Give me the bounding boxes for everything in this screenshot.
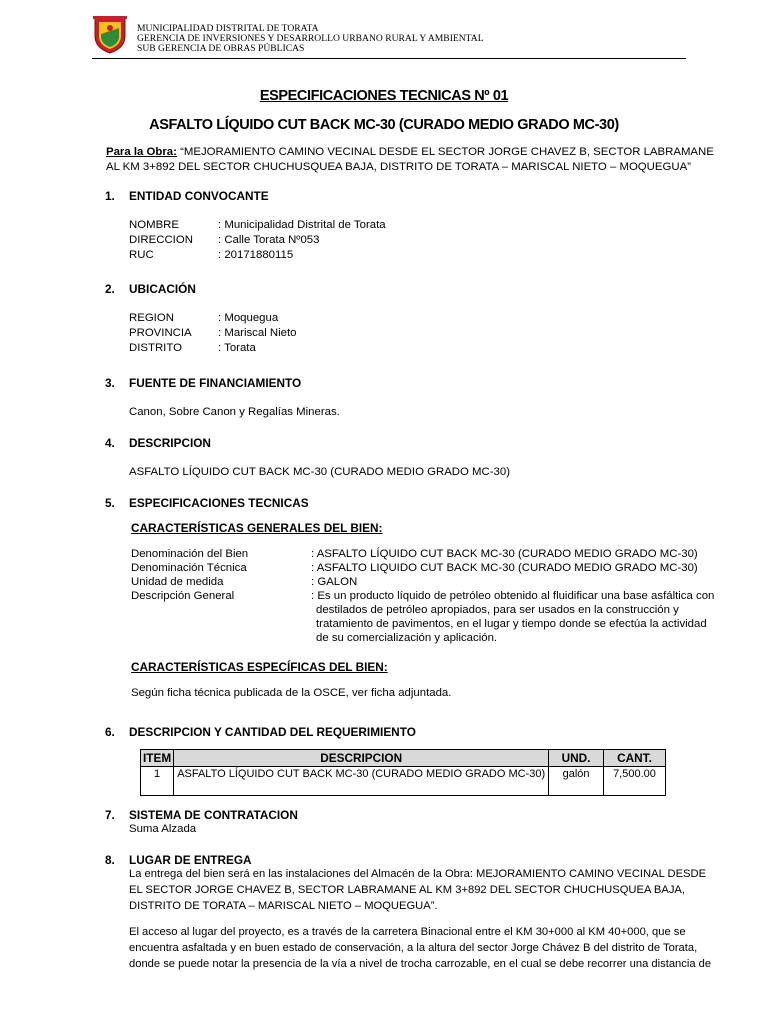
section-6-number: 6. bbox=[105, 725, 115, 739]
paragraph-line: El acceso al lugar del proyecto, es a través de la carretera Binacional entre el KM 30+000 al KM 40+000, que se bbox=[129, 926, 686, 938]
entidad-value-direccion: : Calle Torata Nº053 bbox=[218, 234, 320, 246]
paragraph-line: donde se puede notar la presencia de la vía a nivel de trocha carrozable, en el cual se debe recorrer una distancia de bbox=[129, 958, 712, 970]
table-header-und: UND. bbox=[549, 750, 604, 767]
table-row bbox=[141, 767, 666, 796]
ubicacion-key-distrito: DISTRITO bbox=[129, 342, 182, 354]
entidad-value-ruc: : 20171880115 bbox=[218, 249, 294, 261]
municipal-shield-logo-icon bbox=[92, 14, 128, 54]
section-5-number: 5. bbox=[105, 496, 115, 510]
obra-label: Para la Obra: bbox=[106, 146, 177, 158]
spec-key-denominacion-tecnica: Denominación Técnica bbox=[131, 562, 247, 574]
header-line-2: GERENCIA DE INVERSIONES Y DESARROLLO URBANO RURAL Y AMBIENTAL bbox=[137, 33, 484, 44]
entidad-value-nombre: : Municipalidad Distrital de Torata bbox=[218, 219, 386, 231]
section-4-number: 4. bbox=[105, 436, 115, 450]
spec-value-denominacion-bien: : ASFALTO LÍQUIDO CUT BACK MC-30 (CURADO MEDIO GRADO MC-30) bbox=[311, 548, 698, 560]
financiamiento-text: Canon, Sobre Canon y Regalías Mineras. bbox=[129, 406, 340, 418]
ubicacion-value-provincia: : Mariscal Nieto bbox=[218, 327, 297, 339]
spec-key-descripcion-general: Descripción General bbox=[131, 590, 235, 602]
table-cell-descripcion: ASFALTO LÍQUIDO CUT BACK MC-30 (CURADO MEDIO GRADO MC-30) bbox=[174, 767, 549, 796]
header-line-3: SUB GERENCIA DE OBRAS PÚBLICAS bbox=[137, 43, 305, 54]
section-2-number: 2. bbox=[105, 282, 115, 296]
section-5-title: ESPECIFICACIONES TECNICAS bbox=[129, 496, 309, 510]
caracteristicas-especificas-text: Según ficha técnica publicada de la OSCE, ver ficha adjuntada. bbox=[131, 687, 452, 699]
section-6-title: DESCRIPCION Y CANTIDAD DEL REQUERIMIENTO bbox=[129, 725, 416, 739]
section-7-title: SISTEMA DE CONTRATACION bbox=[129, 808, 298, 822]
paragraph-line: encuentra asfaltada y en buen estado de conservación, a la altura del sector Jorge Chávez B del distrito de Torata, bbox=[129, 942, 698, 954]
section-1-number: 1. bbox=[105, 189, 115, 203]
ubicacion-value-distrito: : Torata bbox=[218, 342, 256, 354]
section-8-title: LUGAR DE ENTREGA bbox=[129, 853, 252, 867]
ubicacion-key-provincia: PROVINCIA bbox=[129, 327, 192, 339]
requerimiento-table bbox=[140, 749, 666, 796]
obra-line-2: AL KM 3+892 DEL SECTOR CHUCHUSQUEA BAJA, DISTRITO DE TORATA – MARISCAL NIETO – MOQUEGUA” bbox=[106, 161, 691, 173]
spec-key-denominacion-bien: Denominación del Bien bbox=[131, 548, 249, 560]
sistema-contratacion-text: Suma Alzada bbox=[129, 823, 197, 835]
table-header-item: ITEM bbox=[141, 750, 174, 767]
ubicacion-key-region: REGION bbox=[129, 312, 174, 324]
table-cell-und: galón bbox=[549, 767, 604, 796]
spec-key-unidad: Unidad de medida bbox=[131, 576, 224, 588]
header-divider bbox=[92, 58, 686, 59]
section-7-number: 7. bbox=[105, 808, 115, 822]
table-header-cant: CANT. bbox=[603, 750, 665, 767]
section-4-title: DESCRIPCION bbox=[129, 436, 211, 450]
descripcion-text: ASFALTO LÍQUIDO CUT BACK MC-30 (CURADO MEDIO GRADO MC-30) bbox=[129, 466, 511, 478]
spec-value-descripcion-general: : Es un producto líquido de petróleo obtenido al fluidificar una base asfáltica con bbox=[311, 590, 715, 602]
spec-value-denominacion-tecnica: : ASFALTO LIQUIDO CUT BACK MC-30 (CURADO MEDIO GRADO MC-30) bbox=[311, 562, 698, 574]
ubicacion-value-region: : Moquegua bbox=[218, 312, 279, 324]
obra-line-1 bbox=[106, 146, 714, 158]
document-title: ESPECIFICACIONES TECNICAS Nº 01 bbox=[259, 88, 509, 104]
section-1-title: ENTIDAD CONVOCANTE bbox=[129, 189, 269, 203]
entidad-key-direccion: DIRECCION bbox=[129, 234, 193, 246]
document-subtitle: ASFALTO LÍQUIDO CUT BACK MC-30 (CURADO MEDIO GRADO MC-30) bbox=[149, 117, 619, 133]
entidad-key-nombre: NOMBRE bbox=[129, 219, 179, 231]
paragraph-line: La entrega del bien será en las instalaciones del Almacén de la Obra: MEJORAMIENTO CAMINO VECINAL DESDE bbox=[129, 868, 707, 880]
table-cell-item: 1 bbox=[141, 767, 174, 796]
spec-descripcion-cont-2: tratamiento de pavimentos, en el lugar y tiempo donde se efectúa la actividad bbox=[316, 618, 707, 630]
table-header-row bbox=[141, 750, 666, 767]
spec-value-unidad: : GALON bbox=[311, 576, 358, 588]
obra-text-1: “MEJORAMIENTO CAMINO VECINAL DESDE EL SECTOR JORGE CHAVEZ B, SECTOR LABRAMANE bbox=[176, 146, 714, 158]
table-header-descripcion: DESCRIPCION bbox=[174, 750, 549, 767]
caracteristicas-generales-title: CARACTERÍSTICAS GENERALES DEL BIEN: bbox=[131, 521, 383, 535]
section-3-title: FUENTE DE FINANCIAMIENTO bbox=[129, 376, 302, 390]
paragraph-line: DISTRITO DE TORATA – MARISCAL NIETO – MOQUEGUA”. bbox=[129, 900, 438, 912]
caracteristicas-especificas-title: CARACTERÍSTICAS ESPECÍFICAS DEL BIEN: bbox=[131, 660, 388, 674]
section-8-number: 8. bbox=[105, 853, 115, 867]
header-line-1: MUNICIPALIDAD DISTRITAL DE TORATA bbox=[137, 23, 319, 34]
lugar-entrega-paragraph-2 bbox=[129, 924, 712, 972]
entidad-key-ruc: RUC bbox=[129, 249, 154, 261]
spec-descripcion-cont-3: de su comercialización y aplicación. bbox=[316, 632, 498, 644]
section-2-title: UBICACIÓN bbox=[129, 282, 196, 296]
section-3-number: 3. bbox=[105, 376, 115, 390]
paragraph-line: EL SECTOR JORGE CHAVEZ B, SECTOR LABRAMANE AL KM 3+892 DEL SECTOR CHUCHUSQUEA BAJA, bbox=[129, 884, 685, 896]
table-cell-cant: 7,500.00 bbox=[603, 767, 665, 796]
lugar-entrega-paragraph-1 bbox=[129, 866, 707, 914]
spec-descripcion-cont-1: destilados de petróleo apropiados, para ser usados en la construcción y bbox=[316, 604, 679, 616]
